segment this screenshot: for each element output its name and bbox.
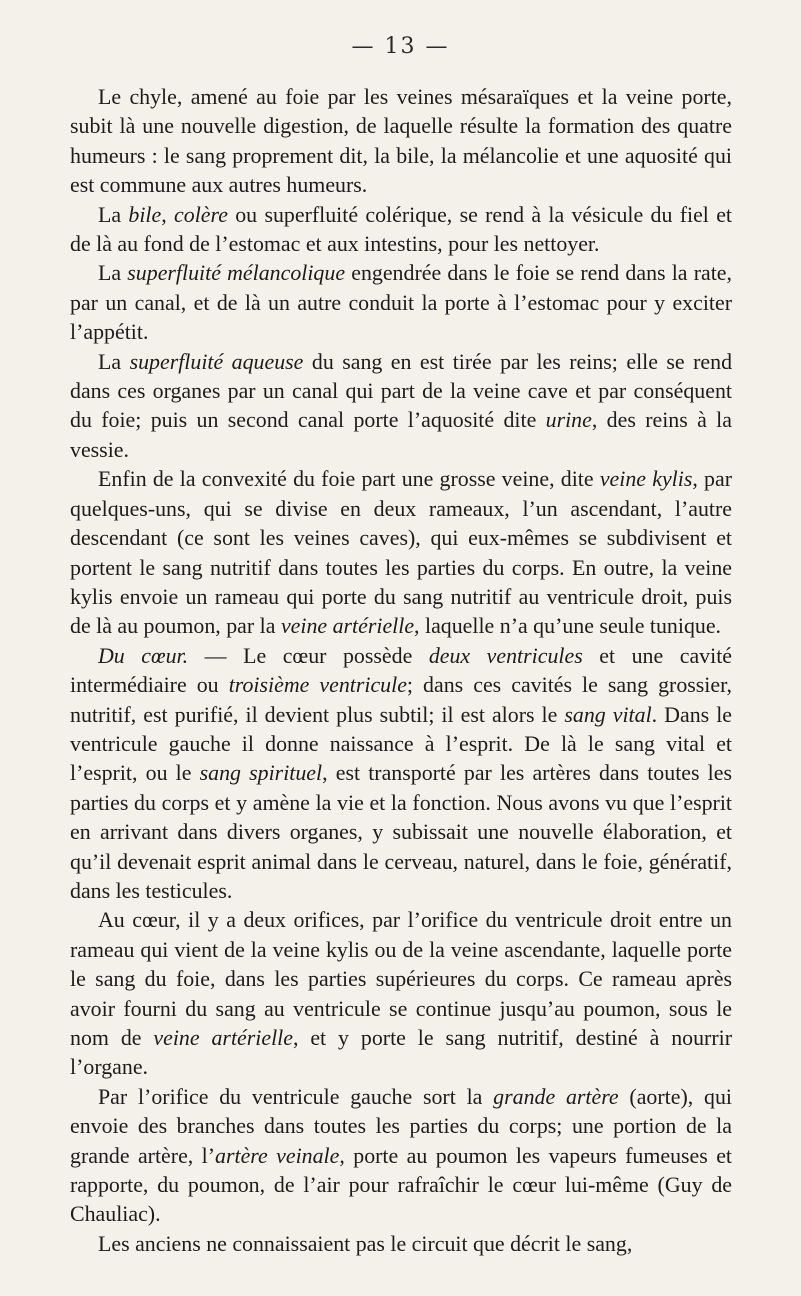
text-run: (aorte), qui envoie des branches dans toutes les parties du corps; une portion de la grande artère, l’ (70, 1083, 732, 1168)
text-run: La (98, 348, 130, 374)
text-run: et une cavité intermédiaire ou (70, 642, 732, 698)
italic-term: colère (174, 201, 228, 227)
text-run: , est transporté par les artères dans toutes les parties du corps et y amène la vie et la fonction. Nous avons vu que l’esprit en arrivant dans divers organes, y subissait une nouvelle élaboration, et qu’il devenait esprit animal dans le cerveau, naturel, dans le foie, génératif, dans les testicules. (70, 760, 732, 903)
page-number: — 13 — (351, 34, 450, 59)
text-run: . Dans le ventricule gauche il donne naissance à l’esprit. De là le sang vital et l’esprit, ou le (70, 701, 732, 786)
italic-term: bile (128, 201, 162, 227)
text-run: Les anciens ne connaissaient pas le circuit que décrit le sang, (98, 1230, 633, 1256)
italic-term: troisième ventricule (228, 672, 407, 698)
paragraph (70, 641, 732, 906)
text-run: ; dans ces cavités le sang grossier, nutritif, est purifié, il devient plus subtil; il est alors le (70, 672, 732, 727)
paragraph (70, 905, 732, 1081)
italic-term: grande artère (493, 1083, 619, 1109)
body-text (70, 82, 732, 1258)
italic-term: veine kylis (599, 466, 693, 492)
italic-term: superfluité aqueuse (129, 348, 304, 374)
text-run: ou superfluité colérique, se rend à la vésicule du fiel et de là au fond de l’estomac et aux intestins, pour les nettoyer. (70, 201, 733, 257)
text-run: La (98, 260, 128, 286)
italic-term: artère veinale (215, 1142, 340, 1168)
paragraph (70, 82, 732, 200)
italic-term: veine artérielle (280, 613, 415, 639)
text-run: Au cœur, il y a deux orifices, par l’orifice du ventricule droit entre un rameau qui vient de la veine kylis ou de la veine ascendante, laquelle porte le sang du foie, dans les parties supérieures du corps. Ce rameau après avoir fourni du sang au ventricule se continue jusqu’au poumon, sous le nom de (70, 907, 732, 1050)
text-run: engendrée dans le foie se rend dans la rate, par un canal, et de là un autre conduit la porte à l’estomac pour y exciter l’appétit. (70, 260, 732, 345)
italic-term: veine artérielle (153, 1025, 293, 1050)
italic-term: deux ventricules (428, 642, 583, 668)
text-run: Par l’orifice du ventricule gauche sort la (98, 1083, 494, 1109)
text-run: , des reins à la vessie. (70, 407, 732, 462)
italic-term: urine (545, 407, 592, 433)
paragraph (70, 1082, 732, 1229)
paragraph (70, 258, 732, 346)
text-run: , porte au poumon les vapeurs fumeuses et rapporte, du poumon, de l’air pour rafraîchir le cœur lui-même (Guy de Chauliac). (70, 1142, 732, 1227)
text-run: , laquelle n’a qu’une seule tunique. (414, 613, 722, 639)
text-run: — Le cœur possède (188, 642, 429, 668)
paragraph (70, 464, 732, 640)
italic-term: sang vital (564, 701, 652, 727)
text-run: , par quelques-uns, qui se divise en deux rameaux, l’un ascendant, l’autre descendant (ce sont les veines caves), qui eux-mêmes se subdivisent et portent le sang nutritif dans toutes les parties du corps. En outre, la veine kylis envoie un rameau qui porte du sang nutritif au ventricule droit, puis de là au poumon, par la (70, 466, 732, 639)
text-run: , et y porte le sang nutritif, destiné à nourrir l’organe. (70, 1025, 733, 1080)
paragraph (70, 347, 732, 465)
text-run: du sang en est tirée par les reins; elle se rend dans ces organes par un canal qui part de la veine cave et par conséquent du foie; puis un second canal porte l’aquosité dite (70, 348, 733, 433)
italic-term: Du cœur. (98, 642, 189, 668)
italic-term: sang spirituel (199, 760, 323, 786)
paragraph (70, 200, 732, 259)
text-run: Le chyle, amené au foie par les veines mésaraïques et la veine porte, subit là une nouvelle digestion, de laquelle résulte la formation des quatre humeurs : le sang proprement dit, la bile, la mélancolie et une aquosité qui est commune aux autres humeurs. (70, 84, 732, 198)
italic-term: superfluité mélancolique (127, 260, 346, 286)
text-run: , (161, 201, 175, 227)
text-run: La (98, 201, 129, 227)
paragraph (70, 1229, 732, 1258)
text-run: Enfin de la convexité du foie part une grosse veine, dite (98, 466, 600, 492)
